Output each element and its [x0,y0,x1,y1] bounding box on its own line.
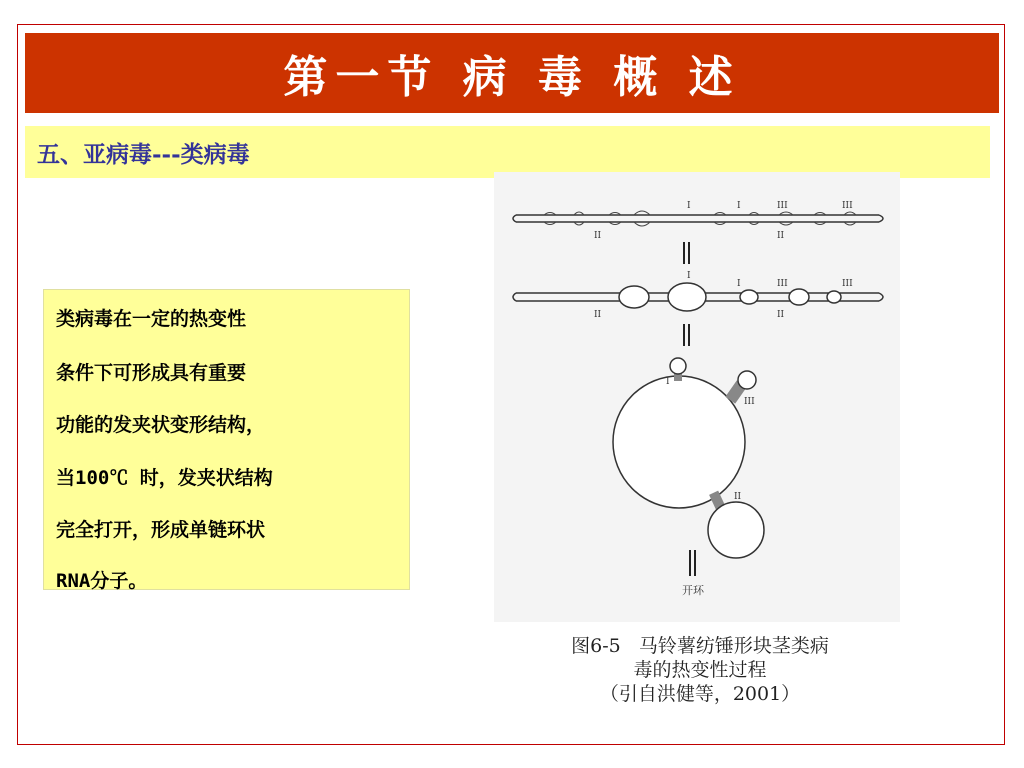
body-line: 条件下可形成具有重要 [56,362,247,384]
label-II: II [734,492,742,502]
label-III: III [777,279,788,289]
page-title: 第一节 病 毒 概 述 [283,52,741,103]
rod-structure-partial [513,283,883,311]
label-II: II [594,310,602,320]
body-line: 完全打开，形成单链环状 [56,519,266,541]
label-III: III [842,201,853,211]
label-I: I [687,201,691,211]
viroid-diagram [494,172,900,622]
label-III: III [842,279,853,289]
label-II: II [777,231,785,241]
hairpin-circle-structure [613,358,764,558]
equilibrium-arrow-2 [684,324,689,346]
equilibrium-arrow-3 [690,550,695,576]
body-line: 当100℃ 时，发夹状结构 [56,467,273,489]
description-box [43,289,410,590]
body-line: 功能的发夹状变形结构， [56,414,266,436]
body-line: 类病毒在一定的热变性 [56,308,247,330]
section-heading: 五、亚病毒---类病毒 [37,141,250,168]
label-I: I [737,279,741,289]
title-bar [25,33,999,113]
label-I: I [666,377,670,387]
figure-caption [505,634,895,706]
label-III: III [744,397,755,407]
equilibrium-arrow-1 [684,242,689,264]
label-I: I [737,201,741,211]
label-II: II [594,231,602,241]
caption-line: （引自洪健等，2001） [599,683,801,705]
open-ring-label: 开环 [682,584,704,597]
rod-structure-top [513,211,883,226]
caption-line: 图6-5 马铃薯纺锤形块茎类病 [571,635,829,657]
caption-line: 毒的热变性过程 [633,659,767,681]
body-line: RNA分子。 [56,570,148,592]
label-I: I [687,271,691,281]
viroid-figure [494,172,900,622]
label-II: II [777,310,785,320]
label-III: III [777,201,788,211]
section-heading-bar [25,126,990,178]
